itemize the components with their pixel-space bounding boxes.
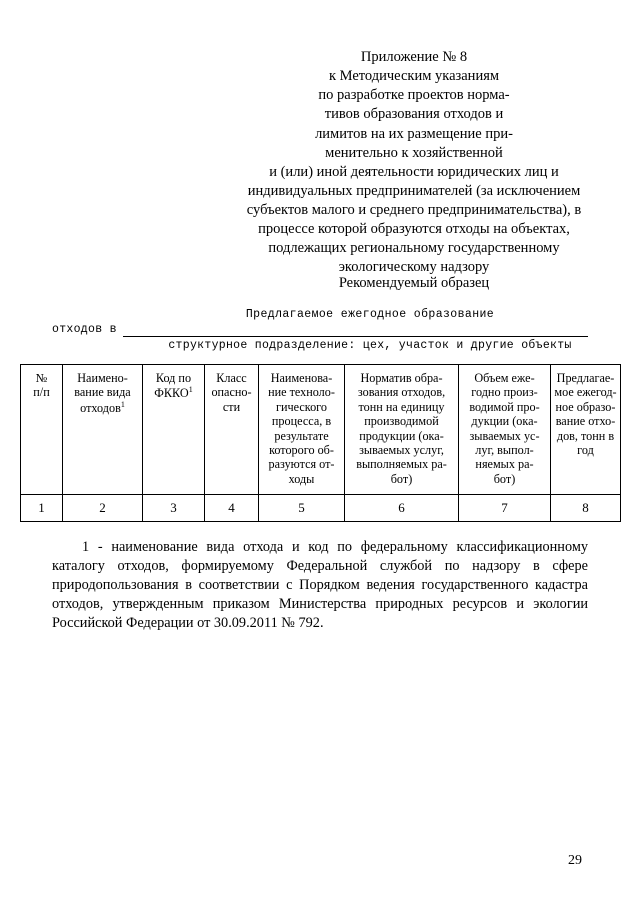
page-number: 29 [568,853,582,868]
header-line-9: субъектов малого и среднего предпринимательства), в [246,202,582,218]
header-line-2: к Методическим указаниям [328,68,500,85]
header-line-11: подлежащих региональному государственному [268,240,560,257]
caption-fill-line[interactable] [123,323,588,337]
hdr-prop-l2: мое ежегод- [554,385,617,400]
hdr-norm-l5: продукции (ока- [359,428,444,443]
hdr-norm-l6: зываемых услуг, [359,442,444,457]
hdr-vol-l7: няемых ра- [475,457,534,472]
footnote-marker: 1 - [82,539,103,555]
table-header-cell-proposed-annual [551,365,621,495]
table-header-row [21,365,621,495]
hdr-vol-l6: луг, выпол- [475,442,534,457]
hdr-fkko-l2: ФККО [154,386,189,401]
hdr-proc-l5: результате [274,428,329,443]
table-cell-colnum-6: 6 [345,495,459,522]
hdr-norm-l2: зования отходов, [357,385,446,400]
table-cell-colnum-7: 7 [459,495,551,522]
header-line-3: по разработке проектов норма- [318,87,510,104]
hdr-norm-l3: тонн на единицу [358,399,445,414]
hdr-fkko-l1: Код по [155,371,192,385]
header-line-5: лимитов на их размещение при- [315,125,513,142]
table-header-cell-number [21,365,63,495]
hdr-class-l2: опасно- [211,385,252,400]
hdr-vol-l3: водимой про- [469,399,540,414]
hdr-vol-l4: дукции (ока- [471,414,538,429]
hdr-name-l1: Наимено- [77,371,128,385]
footnote-text: наименование вида отхода и код по федеральному классификационному каталогу отходов, формируемому Федеральной службой по надзору в сфере природопользования в соответствии с Порядком ведения государственного кадастра отходов, утвержденным приказом Министерства природных ресурсов и экологии Российской Федерации от 30.09.2011 № 792. [52,539,589,631]
hdr-num-l1: № [35,371,48,385]
table-caption [52,308,588,352]
hdr-vol-l2: годно произ- [471,385,538,400]
table-header-cell-fkko-code [143,365,205,495]
hdr-prop-l5: дов, тонн в [556,428,615,443]
hdr-norm-l1: Норматив обра- [360,371,443,385]
hdr-num-l2: п/п [33,385,50,400]
caption-title: Предлагаемое ежегодное образование [245,308,495,321]
footnote-marker-name: 1 [120,399,125,409]
table-header-cell-hazard-class [205,365,259,495]
waste-table-wrapper [20,364,620,522]
hdr-name-l3: отходов [80,400,121,415]
table-cell-colnum-1: 1 [21,495,63,522]
table-header-cell-waste-name [63,365,143,495]
table-cell-colnum-4: 4 [205,495,259,522]
table-header-cell-volume [459,365,551,495]
hdr-prop-l3: ное образо- [555,399,616,414]
table-cell-colnum-3: 3 [143,495,205,522]
table-header-cell-process-name [259,365,345,495]
recommended-sample-label: Рекомендуемый образец [338,275,490,291]
table-row [21,495,621,522]
hdr-norm-l4: производимой [364,414,439,429]
header-line-1: Приложение № 8 [360,49,468,65]
hdr-class-l3: сти [222,399,241,414]
hdr-prop-l4: вание отхо- [555,414,616,429]
hdr-name-l2: вание вида [74,385,131,400]
header-line-10: процессе которой образуются отходы на объектах, [258,221,570,238]
table-cell-colnum-5: 5 [259,495,345,522]
hdr-proc-l6: которого об- [269,442,334,457]
table-cell-colnum-2: 2 [63,495,143,522]
caption-underline-note: структурное подразделение: цех, участок и другие объекты [168,339,572,352]
hdr-proc-l4: процесса, в [271,414,332,429]
hdr-vol-l8: бот) [493,471,516,486]
appendix-header [244,48,584,278]
hdr-prop-l6: год [577,442,594,457]
header-line-6: менительно к хозяйственной [325,144,503,161]
hdr-vol-l5: зываемых ус- [469,428,540,443]
header-line-12: экологическому надзору [338,259,490,276]
header-line-8: индивидуальных предпринимателей (за исключением [247,182,581,199]
hdr-proc-l2: ние техноло- [268,385,335,400]
footnote-marker-fkko: 1 [188,385,193,395]
caption-left-label: отходов в [52,323,117,336]
hdr-proc-l1: Наименова- [270,371,333,385]
caption-input-row [52,323,588,337]
footnote [52,538,588,633]
table-header-cell-norm [345,365,459,495]
hdr-proc-l8: ходы [288,471,315,486]
table-cell-colnum-8: 8 [551,495,621,522]
hdr-proc-l3: гического [276,399,327,414]
hdr-proc-l7: разуются от- [268,457,335,472]
hdr-norm-l8: бот) [390,471,413,486]
waste-table [20,364,621,522]
header-line-4: тивов образования отходов и [324,106,504,123]
hdr-vol-l1: Объем еже- [474,371,535,385]
header-line-7: и (или) иной деятельности юридических лиц и [269,163,559,180]
hdr-prop-l1: Предлагае- [556,371,615,385]
hdr-class-l1: Класс [216,371,247,385]
hdr-norm-l7: выполняемых ра- [356,457,447,472]
